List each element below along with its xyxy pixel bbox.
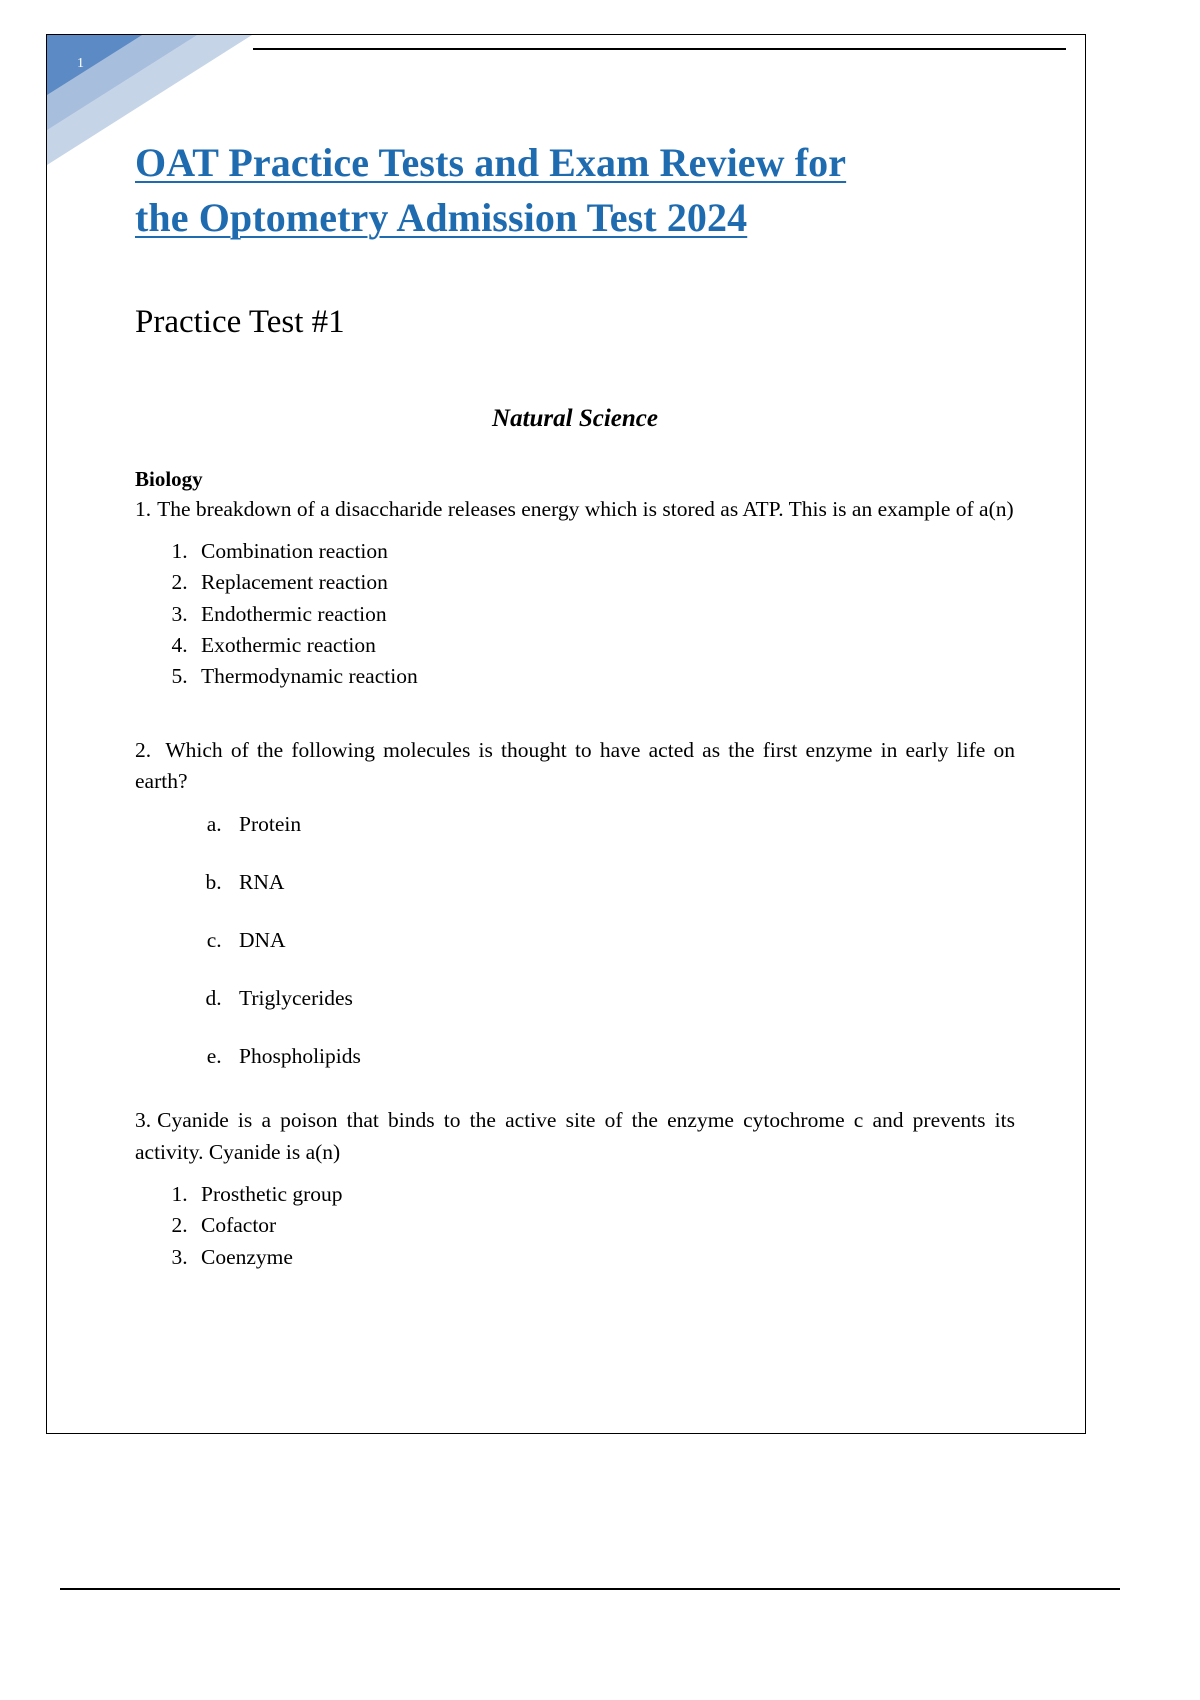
question-1-text [135, 494, 1015, 526]
question-1-number: 1. [135, 496, 152, 521]
list-item[interactable]: 4. Exothermic reaction [193, 630, 1015, 661]
question-2-options [135, 812, 1015, 1069]
list-item[interactable]: 2. Cofactor [193, 1210, 1015, 1241]
list-item[interactable]: e. Phospholipids [227, 1044, 1015, 1069]
page-title [135, 135, 1015, 245]
question-1-options [135, 536, 1015, 693]
list-item[interactable]: 1. Combination reaction [193, 536, 1015, 567]
topic-heading-biology: Biology [135, 466, 203, 491]
list-item[interactable]: b. RNA [227, 870, 1015, 895]
list-item[interactable]: 3. Endothermic reaction [193, 599, 1015, 630]
list-item[interactable]: 2. Replacement reaction [193, 567, 1015, 598]
question-2-body: Which of the following molecules is thought to have acted as the first enzyme in early life on earth? [135, 737, 1016, 794]
section-heading-natural-science: Natural Science [492, 404, 658, 432]
list-item[interactable]: c. DNA [227, 928, 1015, 953]
question-3-body: Cyanide is a poison that binds to the active site of the enzyme cytochrome c and prevents its activity. Cyanide is a(n) [135, 1108, 1015, 1165]
list-item[interactable]: d. Triglycerides [227, 986, 1015, 1011]
page-title-line-2: the Optometry Admission Test 2024 [135, 195, 748, 241]
header-rule [253, 48, 1066, 50]
question-1-body: The breakdown of a disaccharide releases energy which is stored as ATP. This is an example of a(n) [157, 496, 1014, 521]
question-3-options [135, 1179, 1015, 1273]
list-item[interactable]: 5. Thermodynamic reaction [193, 661, 1015, 692]
document-content [135, 135, 1015, 1273]
question-2-number: 2. [135, 737, 152, 762]
practice-test-subtitle: Practice Test #1 [135, 304, 345, 341]
document-page [46, 34, 1086, 1434]
page-number: 1 [77, 56, 84, 71]
question-3-text [135, 1105, 1015, 1169]
list-item[interactable]: 1. Prosthetic group [193, 1179, 1015, 1210]
corner-triangle-dark [47, 35, 142, 95]
footer-rule [60, 1588, 1120, 1590]
question-3-number: 3. [135, 1108, 152, 1133]
question-2-text [135, 735, 1015, 799]
page-title-line-1: OAT Practice Tests and Exam Review for [135, 140, 847, 185]
list-item[interactable]: a. Protein [227, 812, 1015, 837]
list-item[interactable]: 3. Coenzyme [193, 1242, 1015, 1273]
